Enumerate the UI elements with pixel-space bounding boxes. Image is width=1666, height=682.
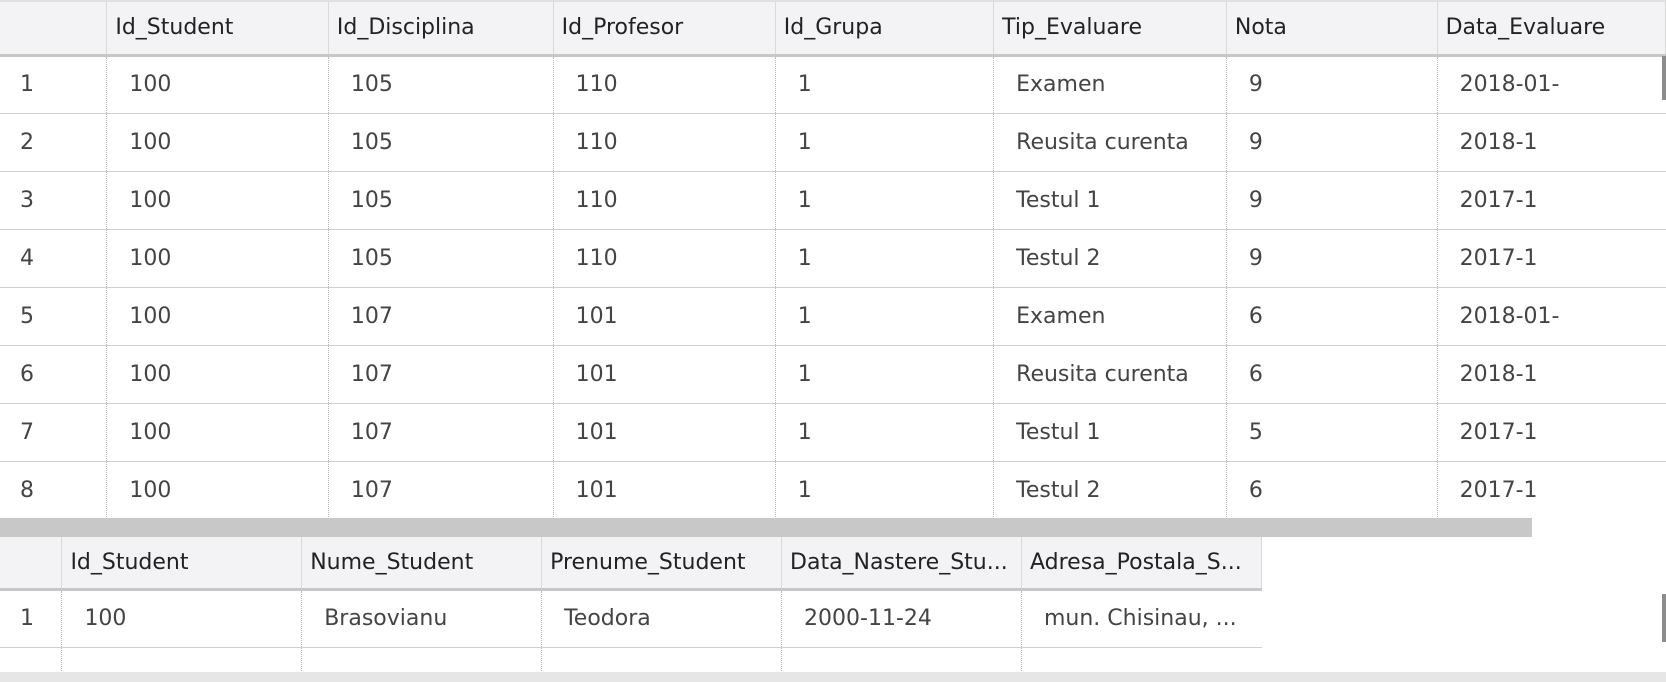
table-cell[interactable]: 9 [1226,55,1437,113]
top-grid-scrollbar-thumb[interactable] [1662,56,1666,100]
row-number[interactable]: 7 [0,403,107,461]
column-header-id-disciplina[interactable]: Id_Disciplina [328,2,553,55]
table-cell[interactable]: 1 [775,345,993,403]
table-cell[interactable]: 100 [107,113,329,171]
table-cell[interactable]: 100 [107,461,329,518]
column-header-tip-evaluare[interactable]: Tip_Evaluare [994,2,1227,55]
row-number[interactable]: 8 [0,461,107,518]
row-number[interactable]: 6 [0,345,107,403]
table-cell[interactable] [62,647,302,673]
row-number[interactable]: 2 [0,113,107,171]
table-cell[interactable]: 1 [775,55,993,113]
evaluations-table [0,2,1666,518]
table-row[interactable] [0,287,1666,345]
table-cell[interactable]: 2018-1 [1437,345,1665,403]
header-row [0,2,1666,55]
table-cell[interactable]: Reusita curenta [994,345,1227,403]
table-cell[interactable]: 1 [775,113,993,171]
row-number[interactable]: 3 [0,171,107,229]
table-row[interactable] [0,171,1666,229]
table-cell[interactable]: 105 [328,171,553,229]
column-header-id-student[interactable]: Id_Student [107,2,329,55]
table-row[interactable] [0,461,1666,518]
table-cell[interactable]: 6 [1226,287,1437,345]
row-number[interactable] [0,647,62,673]
table-cell[interactable]: mun. Chisinau, ... [1021,589,1261,647]
table-cell[interactable]: 110 [553,113,775,171]
table-cell[interactable]: 110 [553,229,775,287]
table-cell[interactable]: 101 [553,345,775,403]
table-cell[interactable]: 107 [328,345,553,403]
column-header-id-profesor[interactable]: Id_Profesor [553,2,775,55]
table-row[interactable] [0,55,1666,113]
table-cell[interactable]: Examen [994,55,1227,113]
table-cell[interactable]: Brasovianu [302,589,542,647]
table-cell[interactable]: 1 [775,403,993,461]
table-cell[interactable]: 105 [328,113,553,171]
column-header-id-grupa[interactable]: Id_Grupa [775,2,993,55]
table-cell[interactable]: 9 [1226,113,1437,171]
table-cell[interactable] [542,647,782,673]
table-row[interactable] [0,647,1262,673]
table-cell[interactable]: Testul 1 [994,403,1227,461]
table-cell[interactable]: 100 [107,171,329,229]
row-number[interactable]: 1 [0,589,62,647]
table-cell[interactable]: 2018-1 [1437,113,1665,171]
table-row[interactable] [0,345,1666,403]
table-cell[interactable]: 101 [553,287,775,345]
column-header-prenume-student[interactable]: Prenume_Student [542,537,782,589]
table-cell[interactable]: 100 [107,287,329,345]
table-cell[interactable]: 1 [775,287,993,345]
table-cell[interactable] [782,647,1022,673]
header-row [0,537,1262,589]
table-cell[interactable]: 100 [107,55,329,113]
table-cell[interactable] [1021,647,1261,673]
table-cell[interactable]: 6 [1226,345,1437,403]
table-row[interactable] [0,229,1666,287]
table-cell[interactable]: 2017-1 [1437,229,1665,287]
table-cell[interactable]: 6 [1226,461,1437,518]
table-cell[interactable]: 1 [775,171,993,229]
row-number[interactable]: 1 [0,55,107,113]
column-header-data-evaluare[interactable]: Data_Evaluare [1437,2,1665,55]
grid-splitter[interactable] [0,518,1532,537]
table-cell[interactable]: 9 [1226,229,1437,287]
table-cell[interactable]: 107 [328,403,553,461]
table-cell[interactable]: Testul 1 [994,171,1227,229]
row-number-header[interactable] [0,537,62,589]
students-table [0,537,1262,673]
table-cell[interactable]: 2000-11-24 [782,589,1022,647]
table-cell[interactable]: Teodora [542,589,782,647]
column-header-nume-student[interactable]: Nume_Student [302,537,542,589]
table-cell[interactable]: 107 [328,461,553,518]
table-cell[interactable]: Testul 2 [994,461,1227,518]
table-cell[interactable]: 2017-1 [1437,171,1665,229]
table-cell[interactable]: Examen [994,287,1227,345]
table-row[interactable] [0,403,1666,461]
row-number-header[interactable] [0,2,107,55]
column-header-data-nastere-student[interactable]: Data_Nastere_Stu... [782,537,1022,589]
table-cell[interactable]: 110 [553,55,775,113]
row-number[interactable]: 5 [0,287,107,345]
table-cell[interactable]: 100 [107,345,329,403]
table-cell[interactable]: 100 [62,589,302,647]
table-cell[interactable]: 100 [107,229,329,287]
table-cell[interactable]: 101 [553,403,775,461]
table-cell[interactable]: 105 [328,55,553,113]
table-cell[interactable] [302,647,542,673]
table-row[interactable] [0,113,1666,171]
students-results-grid [0,537,1262,673]
table-cell[interactable]: 100 [107,403,329,461]
row-number[interactable]: 4 [0,229,107,287]
table-cell[interactable]: 105 [328,229,553,287]
column-header-adresa-postala-student[interactable]: Adresa_Postala_S... [1021,537,1261,589]
table-cell[interactable]: 2017-1 [1437,461,1665,518]
table-cell[interactable]: 2018-01- [1437,287,1665,345]
table-cell[interactable]: Testul 2 [994,229,1227,287]
table-row[interactable] [0,589,1262,647]
table-cell[interactable]: 2017-1 [1437,403,1665,461]
table-cell[interactable]: 2018-01- [1437,55,1665,113]
horizontal-scrollbar-track[interactable] [0,672,1666,682]
table-cell[interactable]: 101 [553,461,775,518]
table-cell[interactable]: 5 [1226,403,1437,461]
table-cell[interactable]: 110 [553,171,775,229]
table-cell[interactable]: 9 [1226,171,1437,229]
table-cell[interactable]: Reusita curenta [994,113,1227,171]
table-cell[interactable]: 107 [328,287,553,345]
column-header-id-student[interactable]: Id_Student [62,537,302,589]
column-header-nota[interactable]: Nota [1226,2,1437,55]
table-cell[interactable]: 1 [775,229,993,287]
bottom-grid-scrollbar-thumb[interactable] [1662,594,1666,642]
table-cell[interactable]: 1 [775,461,993,518]
